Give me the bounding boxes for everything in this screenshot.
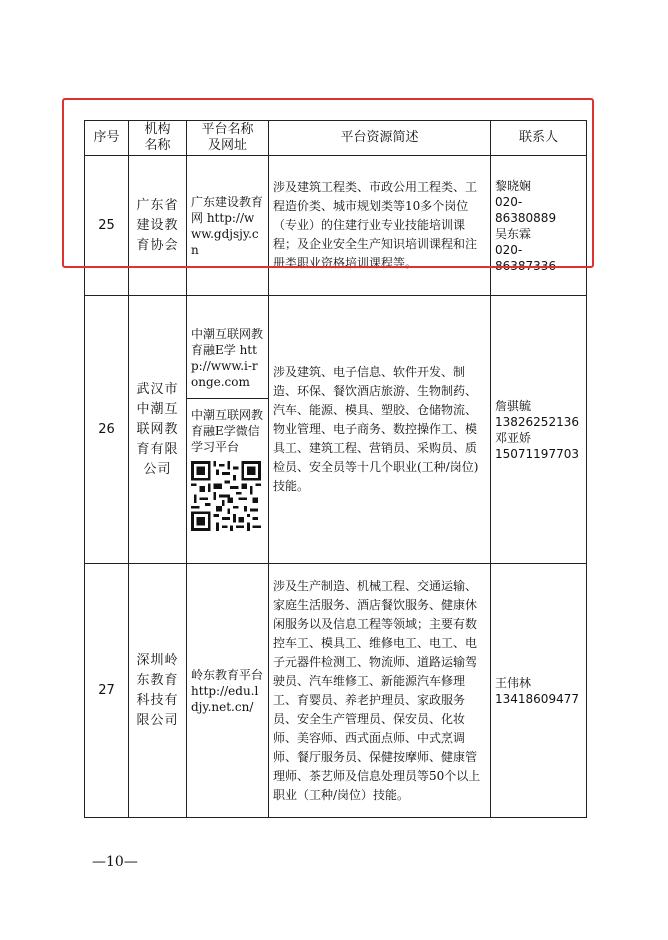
contact-name: 詹骐毓 — [495, 398, 532, 413]
header-contact: 联系人 — [491, 121, 587, 156]
highlight-box — [62, 98, 594, 268]
platform-wechat — [187, 399, 268, 541]
platform-link[interactable]: 岭东教育平台 http://edu.ldjy.net.cn/ — [191, 667, 264, 714]
org-name: 武汉市中潮互联网教育有限公司 — [129, 296, 187, 564]
platform-web-label: 中潮互联网教育融E学 http://www.i-ronge.com — [191, 327, 264, 389]
desc-cell: 涉及建筑、电子信息、软件开发、制造、环保、餐饮酒店旅游、生物制药、汽车、能源、模具、塑胶、仓储物流、物业管理、电子商务、数控操作工、模具工、建筑工程、营销员、采购员、质检员、安全员等十几个职业(工种/岗位)技能。 — [269, 296, 491, 564]
contact-name: 邓亚娇 — [495, 430, 532, 445]
row-number: 25 — [85, 156, 129, 296]
contact-phone: 15071197703 — [495, 446, 579, 461]
desc-cell: 涉及建筑工程类、市政公用工程类、工程造价类、城市规划类等10多个岗位（专业）的住建行业专业技能培训课程；及企业安全生产知识培训课程和注册类职业资格培训课程等。 — [269, 156, 491, 296]
header-desc: 平台资源简述 — [269, 121, 491, 156]
qr-code-icon[interactable] — [191, 461, 261, 531]
org-name: 深圳岭东教育科技有限公司 — [129, 564, 187, 818]
desc-cell: 涉及生产制造、机械工程、交通运输、家庭生活服务、酒店餐饮服务、健康休闲服务以及信息工程等领域；主要有数控车工、模具工、维修电工、电工、电子元器件检测工、物流师、道路运输驾驶员、汽车维修工、新能源汽车修理工、育婴员、养老护理员、家政服务员、安全生产管理员、保安员、化妆师、美容师、西式面点师、中式烹调师、餐厅服务员、保健按摩师、健康管理师、茶艺师及信息处理员等50个以上职业（工种/岗位）技能。 — [269, 564, 491, 818]
header-org: 机构名称 — [129, 121, 187, 156]
contact-phone: 020-86387336 — [495, 242, 557, 273]
page-number: —10— — [92, 854, 138, 870]
contact-name: 王伟林 — [495, 675, 532, 690]
platform-link[interactable] — [187, 318, 268, 399]
org-name: 广东省建设教育协会 — [129, 156, 187, 296]
header-platform: 平台名称及网址 — [187, 121, 269, 156]
platform-cell — [187, 564, 269, 818]
platform-cell — [187, 296, 269, 564]
header-no: 序号 — [85, 121, 129, 156]
table-row — [85, 296, 587, 564]
contact-name: 吴东霖 — [495, 226, 532, 241]
contact-name: 黎晓娴 — [495, 178, 532, 193]
contact-cell — [491, 296, 587, 564]
platform-link[interactable]: 广东建设教育网 http://www.gdjsjy.cn — [191, 194, 264, 257]
contact-cell — [491, 564, 587, 818]
contact-phone: 13826252136 — [495, 414, 579, 429]
table-row — [85, 564, 587, 818]
contact-phone: 020-86380889 — [495, 194, 557, 225]
contact-phone: 13418609477 — [495, 691, 579, 706]
row-number: 26 — [85, 296, 129, 564]
row-number: 27 — [85, 564, 129, 818]
platform-wechat-label: 中潮互联网教育融E学微信学习平台 — [191, 408, 264, 454]
